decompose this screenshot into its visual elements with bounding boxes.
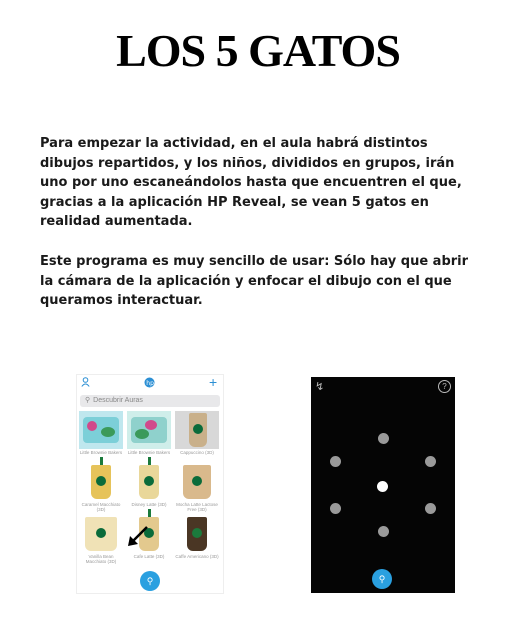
grid-caption: Caffe Americano (3D) [175, 554, 219, 559]
grid-item [79, 515, 123, 566]
app-top-bar [77, 375, 223, 393]
plus-icon: + [209, 374, 218, 390]
grid-caption: Vanilla Bean Macchiato (3D) [85, 554, 117, 564]
user-icon [81, 377, 90, 390]
app-browse-screenshot [76, 374, 224, 594]
grid-item [79, 463, 123, 514]
search-placeholder: Descubrir Auras [93, 397, 143, 404]
help-icon: ? [438, 380, 451, 393]
grid-item [175, 463, 219, 514]
search-icon: ⚲ [372, 569, 392, 589]
thumbnail [175, 515, 219, 553]
page-title: LOS 5 GATOS [116, 25, 400, 76]
grid-caption: Little Brownie Bakers [79, 450, 123, 455]
scan-dot-center [377, 481, 388, 492]
thumbnail [79, 411, 123, 449]
thumbnail [127, 411, 171, 449]
search-icon: ⚲ [85, 397, 91, 404]
grid-item [175, 515, 219, 566]
grid-caption: Cafe Latte (3D) [133, 554, 165, 559]
arrow-icon [127, 525, 149, 547]
thumbnail [127, 463, 171, 501]
svg-text:hp: hp [146, 379, 154, 387]
flash-icon: ↯ [315, 381, 325, 393]
grid-item [127, 463, 171, 514]
grid-item [127, 411, 171, 462]
scan-dot [425, 503, 436, 514]
scan-dot [330, 456, 341, 467]
hp-logo-icon [144, 377, 155, 391]
grid-caption: Mocha Latte Lactose Free (3D) [176, 502, 218, 512]
thumbnail [79, 515, 123, 553]
grid-caption: Cappuccino (3D) [180, 450, 214, 455]
instructions-paragraph: Este programa es muy sencillo de usar: Sólo hay que abrir la cámara de la aplicación y enfocar el dibujo con el que queramos interactuar. [40, 254, 469, 308]
scan-button: ⚲ [140, 571, 160, 591]
grid-item [175, 411, 219, 462]
scan-dot [425, 456, 436, 467]
grid-caption: Disney Latte (3D) [131, 502, 167, 507]
grid-caption: Little Brownie Bakers [127, 450, 171, 455]
scan-dot [330, 503, 341, 514]
grid-caption: Caramel Macchiato (3D) [81, 502, 121, 512]
scan-dot [378, 433, 389, 444]
camera-screenshot [311, 377, 455, 593]
scan-dot [378, 526, 389, 537]
grid-item [79, 411, 123, 462]
search-bar [80, 395, 220, 407]
thumbnail [175, 411, 219, 449]
thumbnail [175, 463, 219, 501]
thumbnail [79, 463, 123, 501]
intro-paragraph: Para empezar la actividad, en el aula habrá distintos dibujos repartidos, y los niños, divididos en grupos, irán uno por uno escaneándolos hasta que encuentren el que, gracias a la aplicación HP Reveal, se vean 5 gatos en realidad aumentada. [40, 136, 462, 229]
